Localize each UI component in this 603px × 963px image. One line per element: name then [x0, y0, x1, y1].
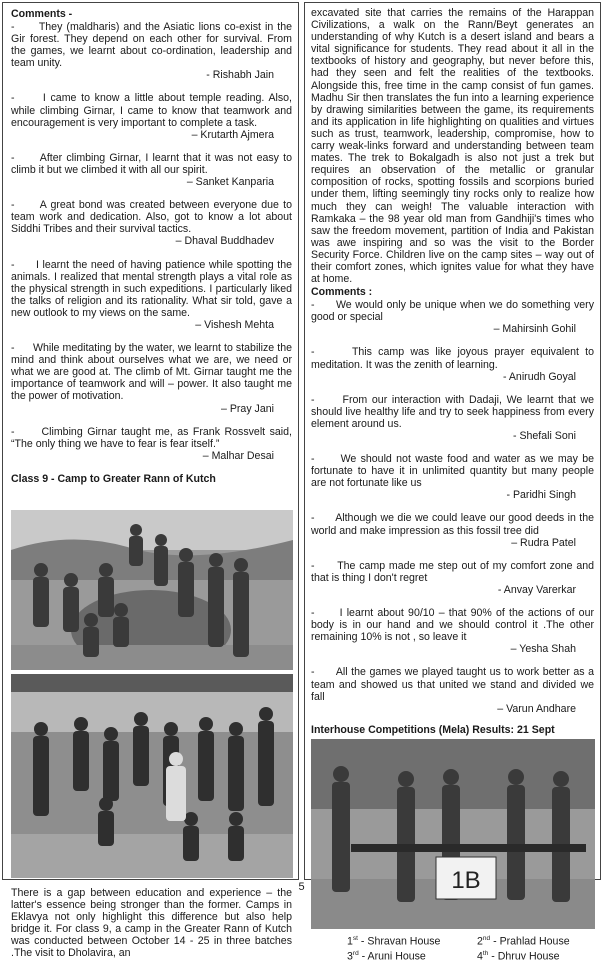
comment-text: While meditating by the water, we learnt to stabilize the mind and think about ourselves what we are, we need or what we are good at. The climb of Mt. Girnar taught me the importance of teamwork and will – power. It also taught me the power of motivation. — [11, 342, 292, 403]
board-label: 1B — [451, 866, 481, 894]
comment: - I came to know a little about temple reading. Also, while climbing Girnar, I came to know that teamwork and encouragement is very important to complete a task. – Krutarth Ajmera — [11, 92, 293, 141]
result-1: 1st - Shravan House — [347, 934, 441, 948]
results-list — [311, 933, 594, 963]
comment-author: – Vishesh Mehta — [195, 318, 274, 331]
left-column — [2, 2, 299, 960]
group-photo-village — [11, 674, 293, 878]
comment: - They (maldharis) and the Asiatic lions co-exist in the Gir forest. They depend on each other for survival. From the games, we learnt about co-ordination, leadership and team unity. - Rishabh Jain — [11, 21, 292, 82]
comment: - The camp made me step out of my comfort zone and that is thing I don't regret - Anvay Varerkar — [311, 559, 594, 596]
interhouse-photo — [311, 739, 595, 929]
result-3: 3rd - Aruni House — [347, 949, 426, 963]
result-4: 4th - Dhruv House — [477, 949, 560, 963]
comment-text: This camp was like joyous prayer equivalent to meditation. It was the zenith of learning. — [311, 346, 595, 371]
comment-author: – Mahirsinh Gohil — [493, 323, 576, 336]
class-9-intro: There is a gap between education and experience – the latter's essence being stronger than the former. Camps in Eklavya not only highlight this difference but also help bridge it. For class 9, a camp in the Greater Rann of Kutch was conducted between October 14 - 25 in three batches .The visit to Dholavira, an — [11, 886, 292, 960]
comment: - Climbing Girnar taught me, as Frank Rossvelt said, “The only thing we have to fear is fear itself.” – Malhar Desai — [11, 425, 292, 462]
comments-heading: Comments - — [11, 8, 73, 20]
comment-text: Climbing Girnar taught me, as Frank Rossvelt said, “The only thing we have to fear is fear itself.” — [11, 425, 292, 450]
comment-text: All the games we played taught us to work better as a team and showed us that united we stand and divided we fall — [311, 666, 594, 703]
right-comments-heading: Comments : — [311, 286, 373, 299]
comment: - From our interaction with Dadaji, We learnt that we should live healthy life and try to seek happiness from every element around us. - Shefali Soni — [311, 393, 594, 442]
comment: - I learnt about 90/10 – that 90% of the actions of our body is in our hand and we should control it .The other remaining 10% is not , so leave it – Yesha Shah — [311, 607, 594, 656]
comment: - This camp was like joyous prayer equivalent to meditation. It was the zenith of learning. - Anirudh Goyal — [311, 346, 595, 383]
comment: - I learnt the need of having patience while spotting the animals. I realized that mental strength plays a vital role as the physical strength in such expeditions. I particularly liked the talks of religion and its rationality. What sir told, gave a new outlook to my views on the same. – Vishesh Mehta — [11, 258, 293, 331]
right-column — [304, 2, 601, 963]
comment-author: – Krutarth Ajmera — [191, 128, 274, 141]
comment-text: The camp made me step out of my comfort zone and that is thing I don't regret — [311, 559, 594, 584]
comment: - Although we die we could leave our good deeds in the world and make impression as this fossil tree did – Rudra Patel — [311, 512, 595, 549]
comment: - We would only be unique when we do something very good or special – Mahirsinh Gohil — [311, 299, 594, 336]
interhouse-heading: Interhouse Competitions (Mela) Results: 21 Sept — [311, 723, 555, 736]
comment-author: – Rudra Patel — [511, 536, 576, 549]
comment-author: - Paridhi Singh — [506, 489, 576, 502]
comment-author: - Shefali Soni — [512, 430, 576, 442]
comment-text: Although we die we could leave our good deeds in the world and make impression as this fossil tree did — [311, 512, 595, 537]
comment-text: After climbing Girnar, I learnt that it was not easy to climb it but we climbed it with all our spirit. — [11, 151, 292, 176]
comment: - A great bond was created between everyone due to team work and dedication. Also, got to know a lot about Siddhi Tribes and their survival tactics. – Dhaval Buddhadev — [11, 199, 292, 248]
comment-text: We should not waste food and water as we may be fortunate to have it in unlimited quantity but many people are not fortunate like us — [311, 453, 594, 490]
comment-text: I came to know a little about temple reading. Also, while climbing Girnar, I came to know that teamwork and encouragement is very important to complete a task. — [11, 92, 293, 129]
comment-author: – Varun Andhare — [497, 702, 576, 715]
group-photo-rock — [11, 510, 293, 670]
comment-author: – Yesha Shah — [510, 643, 576, 656]
comment-author: – Dhaval Buddhadev — [175, 235, 274, 248]
comment: - While meditating by the water, we learnt to stabilize the mind and think about ourselves what we are, we need or what we are good at. The climb of Mt. Girnar taught me the importance of teamwork and will – power. It also taught me the power of motivation. – Pray Jani — [11, 342, 292, 415]
comment-text: From our interaction with Dadaji, We learnt that we should live healthy life and try to seek happiness from every element around us. — [311, 393, 594, 430]
kutch-camp-text: excavated site that carries the remains of the Harappan Civilizations, a walk on the Rann/Beyt generates an understanding of why Kutch is a desert island and bears a vital significance for students. They read about it all in the textbooks of history and geography, but never before this, had they seen and felt the realities of the textbooks. Alongside this, free time in the camp consist of fun games. Madhu Sir then translates the fun into a learning experience by drawing similarities between the game, its requirements and its application in life highlighting on qualities and virtues such as trust, teamwork, leadership, compromise, how to carry weak-links forward and understanding between team mates. The trek to Bokalgadh is also not just a trek but requires an observation of the metallic or granular composition of rocks, spotting fossils and scorpions buried under them, lifting seemingly tiny rocks only to realize how much they can weigh! The valuable interaction with Ramkaka – the 98 year old man from Gandhiji's times who saw the freedom movement, partition of India and Pakistan was awe inspiring and so was the visit to the Border Security Force. Children live on the camp sites – way out of their comfort zones, which ignites value for what they have at home. — [311, 7, 594, 286]
comment-text: I learnt about 90/10 – that 90% of the actions of our body is in our hand and we should control it .The other remaining 10% is not , so leave it — [311, 607, 594, 644]
comment-text: We would only be unique when we do something very good or special — [311, 299, 594, 324]
comment-author: – Sanket Kanparia — [186, 176, 274, 189]
comment: - We should not waste food and water as we may be fortunate to have it in unlimited quantity but many people are not fortunate like us - Paridhi Singh — [311, 453, 594, 502]
comment: - All the games we played taught us to work better as a team and showed us that united we stand and divided we fall – Varun Andhare — [311, 666, 594, 715]
result-2: 2nd - Prahlad House — [477, 934, 570, 948]
comment-text: I learnt the need of having patience while spotting the animals. I realized that mental strength plays a vital role as the physical strength in such expeditions. I particularly liked the talks of religion and its rationality. What sir told, gave a new outlook to my views on the same. — [11, 258, 293, 319]
comment-author: – Pray Jani — [221, 402, 274, 415]
comment-author: - Anirudh Goyal — [502, 370, 576, 383]
comment-author: - Anvay Varerkar — [497, 583, 576, 596]
comment-text: They (maldharis) and the Asiatic lions co-exist in the Gir forest. They depend on each other for survival. From the games, we learnt about co-ordination, leadership and team unity. — [11, 21, 292, 70]
comment-author: - Rishabh Jain — [206, 69, 274, 82]
page-number: 5 — [298, 881, 305, 893]
left-comments — [11, 21, 292, 462]
comment-text: A great bond was created between everyone due to team work and dedication. Also, got to know a lot about Siddhi Tribes and their survival tactics. — [11, 199, 292, 236]
comment-author: – Malhar Desai — [202, 449, 274, 462]
class-heading: Class 9 - Camp to Greater Rann of Kutch — [11, 472, 216, 485]
right-comments — [311, 299, 594, 715]
comment: - After climbing Girnar, I learnt that it was not easy to climb it but we climbed it with all our spirit. – Sanket Kanparia — [11, 151, 292, 189]
